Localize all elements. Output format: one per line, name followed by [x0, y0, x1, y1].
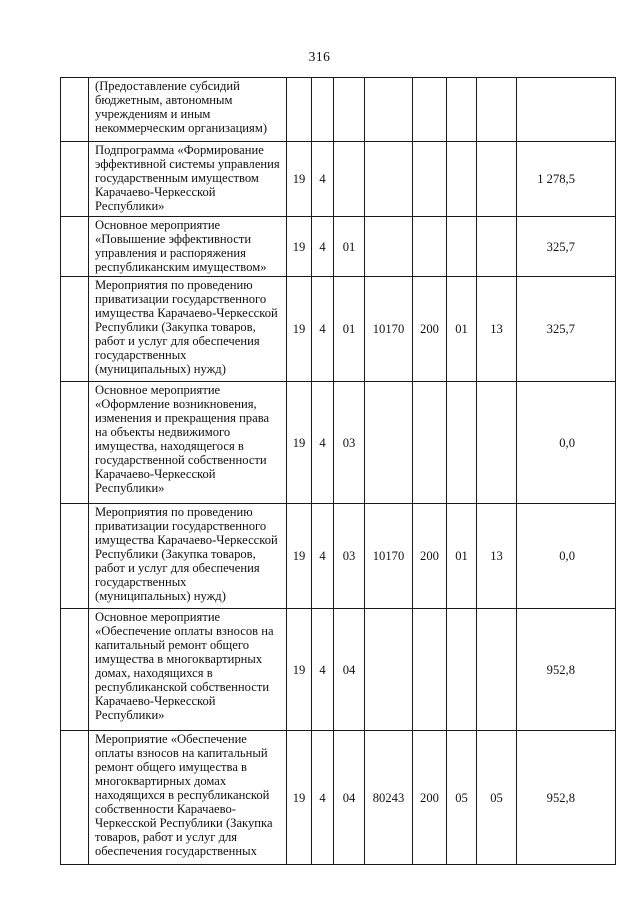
- cell-col-g: [477, 78, 517, 142]
- cell-col-b: 4: [312, 731, 334, 865]
- cell-col-f: [447, 142, 477, 217]
- cell-col-d: [365, 142, 413, 217]
- cell-col-e: [413, 217, 447, 277]
- cell-col-g: 05: [477, 731, 517, 865]
- cell-col-e: [413, 382, 447, 504]
- cell-blank: [61, 142, 89, 217]
- cell-name: Мероприятие «Обеспечение оплаты взносов на капитальный ремонт общего имущества в многоквартирных домах находящихся в республиканской собственности Карачаево-Черкесской Республики (Закупка товаров, работ и услуг для обеспечения государственных: [89, 731, 287, 865]
- cell-col-b: 4: [312, 382, 334, 504]
- cell-col-c: [334, 78, 365, 142]
- cell-col-d: 80243: [365, 731, 413, 865]
- cell-col-b: 4: [312, 142, 334, 217]
- cell-name: Подпрограмма «Формирование эффективной системы управления государственным имуществом Карачаево-Черкесской Республики»: [89, 142, 287, 217]
- table-row: [61, 277, 616, 382]
- table-row: [61, 731, 616, 865]
- cell-col-e: 200: [413, 504, 447, 609]
- cell-col-g: [477, 382, 517, 504]
- cell-col-f: 05: [447, 731, 477, 865]
- cell-col-a: 19: [287, 142, 312, 217]
- cell-blank: [61, 504, 89, 609]
- cell-col-a: 19: [287, 504, 312, 609]
- table-row: [61, 382, 616, 504]
- cell-amount: 325,7: [517, 277, 616, 382]
- cell-blank: [61, 731, 89, 865]
- cell-col-c: [334, 142, 365, 217]
- cell-col-b: 4: [312, 609, 334, 731]
- budget-table: [60, 77, 616, 865]
- cell-col-a: 19: [287, 277, 312, 382]
- cell-col-f: [447, 217, 477, 277]
- cell-blank: [61, 382, 89, 504]
- cell-col-e: [413, 142, 447, 217]
- cell-col-g: [477, 142, 517, 217]
- table-row: [61, 217, 616, 277]
- cell-col-b: 4: [312, 504, 334, 609]
- cell-col-g: 13: [477, 504, 517, 609]
- cell-col-b: 4: [312, 277, 334, 382]
- cell-col-d: [365, 609, 413, 731]
- cell-blank: [61, 609, 89, 731]
- cell-col-d: [365, 382, 413, 504]
- cell-col-a: 19: [287, 382, 312, 504]
- cell-col-g: 13: [477, 277, 517, 382]
- cell-name: Основное мероприятие «Повышение эффективности управления и распоряжения республиканским имуществом»: [89, 217, 287, 277]
- cell-col-c: 03: [334, 504, 365, 609]
- cell-col-e: [413, 609, 447, 731]
- table-row: [61, 609, 616, 731]
- cell-col-f: 01: [447, 504, 477, 609]
- cell-col-c: 03: [334, 382, 365, 504]
- cell-amount: 952,8: [517, 609, 616, 731]
- cell-name: Мероприятия по проведению приватизации государственного имущества Карачаево-Черкесской Республики (Закупка товаров, работ и услуг для обеспечения государственных (муниципальных) нужд): [89, 277, 287, 382]
- cell-amount: 0,0: [517, 382, 616, 504]
- cell-col-a: [287, 78, 312, 142]
- cell-col-e: [413, 78, 447, 142]
- cell-col-e: 200: [413, 277, 447, 382]
- cell-col-f: [447, 78, 477, 142]
- cell-col-g: [477, 609, 517, 731]
- cell-col-f: [447, 609, 477, 731]
- cell-col-a: 19: [287, 609, 312, 731]
- cell-col-d: 10170: [365, 277, 413, 382]
- cell-amount: 325,7: [517, 217, 616, 277]
- cell-name: Мероприятия по проведению приватизации государственного имущества Карачаево-Черкесской Республики (Закупка товаров, работ и услуг для обеспечения государственных (муниципальных) нужд): [89, 504, 287, 609]
- cell-blank: [61, 277, 89, 382]
- cell-col-a: 19: [287, 217, 312, 277]
- cell-col-c: 04: [334, 731, 365, 865]
- cell-col-d: [365, 217, 413, 277]
- page-number: 316: [308, 49, 331, 64]
- cell-col-a: 19: [287, 731, 312, 865]
- cell-col-b: 4: [312, 217, 334, 277]
- table-row: [61, 142, 616, 217]
- cell-col-d: [365, 78, 413, 142]
- cell-col-e: 200: [413, 731, 447, 865]
- cell-name: (Предоставление субсидий бюджетным, автономным учреждениям и иным некоммерческим организациям): [89, 78, 287, 142]
- cell-amount: [517, 78, 616, 142]
- cell-amount: 0,0: [517, 504, 616, 609]
- cell-col-d: 10170: [365, 504, 413, 609]
- cell-name: Основное мероприятие «Оформление возникновения, изменения и прекращения права на объекты недвижимого имущества, находящегося в государственной собственности Карачаево-Черкесской Республики»: [89, 382, 287, 504]
- cell-col-f: 01: [447, 277, 477, 382]
- cell-blank: [61, 217, 89, 277]
- cell-amount: 1 278,5: [517, 142, 616, 217]
- cell-col-c: 01: [334, 217, 365, 277]
- cell-col-b: [312, 78, 334, 142]
- cell-col-f: [447, 382, 477, 504]
- cell-col-g: [477, 217, 517, 277]
- cell-col-c: 01: [334, 277, 365, 382]
- cell-blank: [61, 78, 89, 142]
- cell-col-c: 04: [334, 609, 365, 731]
- cell-name: Основное мероприятие «Обеспечение оплаты взносов на капитальный ремонт общего имущества в многоквартирных домах, находящихся в республиканской собственности Карачаево-Черкесской Республики»: [89, 609, 287, 731]
- table-row: [61, 504, 616, 609]
- table-row: [61, 78, 616, 142]
- cell-amount: 952,8: [517, 731, 616, 865]
